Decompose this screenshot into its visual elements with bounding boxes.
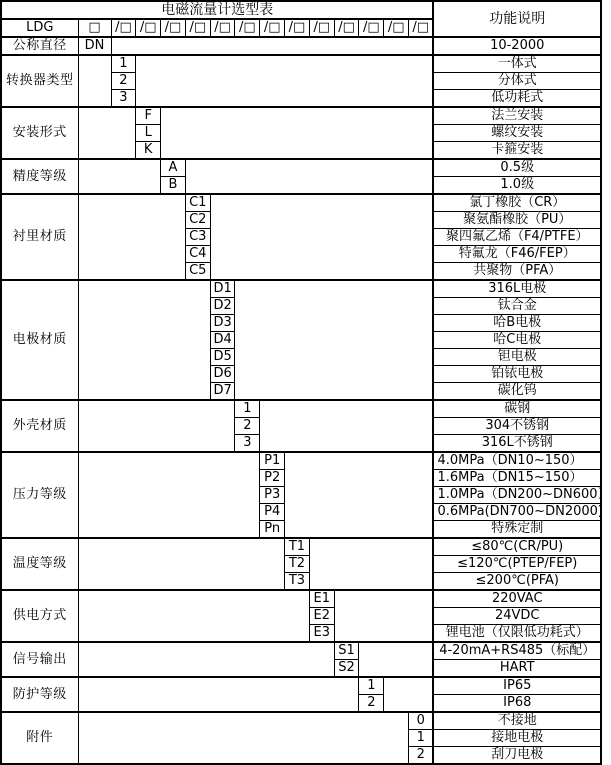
- empty-cell: [78, 590, 309, 642]
- code-cell: T3: [285, 573, 310, 591]
- desc-cell: 锂电池（仅限低功耗式）: [433, 625, 601, 643]
- desc-cell: HART: [433, 660, 601, 678]
- desc-cell: 聚四氟乙烯（F4/PTFE）: [433, 229, 601, 246]
- code-cell: E2: [309, 608, 334, 625]
- code-cell: C4: [185, 246, 210, 263]
- code-slot: /□: [185, 19, 210, 37]
- code-cell: C2: [185, 212, 210, 229]
- code-slot: /□: [111, 19, 136, 37]
- code-cell: K: [136, 142, 161, 160]
- desc-cell: 哈B电极: [433, 315, 601, 332]
- empty-cell: [78, 107, 136, 159]
- desc-cell: IP65: [433, 677, 601, 695]
- code-cell: 1: [359, 677, 384, 695]
- code-cell: 1: [111, 55, 136, 73]
- code-slot: /□: [210, 19, 235, 37]
- desc-cell: 0.6MPa(DN700~DN2000): [433, 504, 601, 521]
- label-protection-rating: 防护等级: [1, 677, 78, 712]
- desc-cell: 卡箍安装: [433, 142, 601, 160]
- code-box: □: [78, 19, 111, 37]
- label-housing-material: 外壳材质: [1, 400, 78, 452]
- empty-cell: [78, 452, 260, 538]
- desc-cell: 法兰安装: [433, 107, 601, 125]
- code-slot: /□: [161, 19, 186, 37]
- desc-cell: 220VAC: [433, 590, 601, 608]
- desc-cell: 共聚物（PFA）: [433, 263, 601, 281]
- code-cell: C5: [185, 263, 210, 281]
- empty-cell: [210, 194, 433, 280]
- desc-cell: ≤200℃(PFA): [433, 573, 601, 591]
- code-cell: 2: [235, 418, 260, 435]
- desc-cell: 氯丁橡胶（CR）: [433, 194, 601, 212]
- desc-cell: 螺纹安装: [433, 125, 601, 142]
- code-slot: /□: [309, 19, 334, 37]
- empty-cell: [136, 55, 434, 107]
- empty-cell: [161, 107, 434, 159]
- code-slot: /□: [136, 19, 161, 37]
- desc-cell: 刮刀电极: [433, 747, 601, 765]
- code-cell: T2: [285, 556, 310, 573]
- desc-cell: 钛合金: [433, 298, 601, 315]
- empty-cell: [111, 37, 433, 55]
- desc-cell: 4-20mA+RS485（标配）: [433, 642, 601, 660]
- empty-cell: [78, 538, 285, 590]
- desc-cell: 钽电极: [433, 349, 601, 366]
- empty-cell: [78, 159, 161, 194]
- code-slot: /□: [334, 19, 359, 37]
- code-cell: D1: [210, 280, 235, 298]
- code-slot: /□: [235, 19, 260, 37]
- empty-cell: [309, 538, 433, 590]
- desc-cell: IP68: [433, 695, 601, 713]
- desc-cell: 1.0级: [433, 177, 601, 195]
- code-cell: B: [161, 177, 186, 195]
- desc-cell: 碳化钨: [433, 383, 601, 401]
- code-cell: 3: [235, 435, 260, 453]
- code-slot: /□: [285, 19, 310, 37]
- code-cell: D5: [210, 349, 235, 366]
- empty-cell: [78, 194, 185, 280]
- desc-cell: 304不锈钢: [433, 418, 601, 435]
- empty-cell: [334, 590, 433, 642]
- code-cell: 2: [111, 73, 136, 90]
- code-cell: F: [136, 107, 161, 125]
- code-cell: S2: [334, 660, 359, 678]
- code-cell: E3: [309, 625, 334, 643]
- label-diameter: 公称直径: [1, 37, 78, 55]
- code-cell: P4: [260, 504, 285, 521]
- desc-cell: 聚氨酯橡胶（PU）: [433, 212, 601, 229]
- code-cell: A: [161, 159, 186, 177]
- desc-cell: ≤120℃(PTEP/FEP): [433, 556, 601, 573]
- code-cell: 1: [235, 400, 260, 418]
- empty-cell: [78, 55, 111, 107]
- code-slot: /□: [359, 19, 384, 37]
- empty-cell: [285, 452, 434, 538]
- desc-cell: 316L电极: [433, 280, 601, 298]
- label-signal-output: 信号输出: [1, 642, 78, 677]
- desc-cell: 316L不锈钢: [433, 435, 601, 453]
- desc-cell: 哈C电极: [433, 332, 601, 349]
- model-prefix: LDG: [1, 19, 78, 37]
- label-electrode-material: 电极材质: [1, 280, 78, 400]
- code-cell: S1: [334, 642, 359, 660]
- code-cell: D2: [210, 298, 235, 315]
- table-title: 电磁流量计选型表: [1, 1, 433, 19]
- desc-cell: 接地电极: [433, 730, 601, 747]
- code-cell: P2: [260, 470, 285, 487]
- desc-cell: 4.0MPa（DN10~150）: [433, 452, 601, 470]
- empty-cell: [78, 400, 235, 452]
- desc-cell: 特殊定制: [433, 521, 601, 539]
- empty-cell: [185, 159, 433, 194]
- desc-cell: 1.0MPa（DN200~DN600）: [433, 487, 601, 504]
- desc-cell: 分体式: [433, 73, 601, 90]
- desc-cell: ≤80℃(CR/PU): [433, 538, 601, 556]
- desc-cell: 低功耗式: [433, 90, 601, 108]
- code-cell: D7: [210, 383, 235, 401]
- label-temperature-rating: 温度等级: [1, 538, 78, 590]
- empty-cell: [78, 642, 334, 677]
- label-converter-type: 转换器类型: [1, 55, 78, 107]
- desc-cell: 1.6MPa（DN15~150）: [433, 470, 601, 487]
- empty-cell: [78, 280, 210, 400]
- code-cell: C1: [185, 194, 210, 212]
- code-cell: 2: [409, 747, 434, 765]
- label-pressure-rating: 压力等级: [1, 452, 78, 538]
- code-cell: E1: [309, 590, 334, 608]
- empty-cell: [384, 677, 434, 712]
- empty-cell: [235, 280, 433, 400]
- code-cell: DN: [78, 37, 111, 55]
- desc-cell: 10-2000: [433, 37, 601, 55]
- code-cell: 2: [359, 695, 384, 713]
- code-cell: 0: [409, 712, 434, 730]
- code-cell: P3: [260, 487, 285, 504]
- code-cell: Pn: [260, 521, 285, 539]
- empty-cell: [260, 400, 434, 452]
- label-accuracy: 精度等级: [1, 159, 78, 194]
- code-cell: T1: [285, 538, 310, 556]
- function-column-header: 功能说明: [433, 1, 601, 37]
- code-slot: /□: [260, 19, 285, 37]
- desc-cell: 特氟龙（F46/FEP）: [433, 246, 601, 263]
- code-cell: 3: [111, 90, 136, 108]
- label-power-supply: 供电方式: [1, 590, 78, 642]
- desc-cell: 24VDC: [433, 608, 601, 625]
- label-accessory: 附件: [1, 712, 78, 764]
- code-slot: /□: [409, 19, 434, 37]
- code-cell: 1: [409, 730, 434, 747]
- code-cell: D6: [210, 366, 235, 383]
- label-lining-material: 衬里材质: [1, 194, 78, 280]
- code-slot: /□: [384, 19, 409, 37]
- desc-cell: 0.5级: [433, 159, 601, 177]
- label-install-type: 安装形式: [1, 107, 78, 159]
- desc-cell: 一体式: [433, 55, 601, 73]
- code-cell: P1: [260, 452, 285, 470]
- empty-cell: [78, 712, 409, 764]
- desc-cell: 铂铱电极: [433, 366, 601, 383]
- empty-cell: [78, 677, 359, 712]
- empty-cell: [359, 642, 433, 677]
- desc-cell: 碳钢: [433, 400, 601, 418]
- desc-cell: 不接地: [433, 712, 601, 730]
- code-cell: D3: [210, 315, 235, 332]
- code-cell: L: [136, 125, 161, 142]
- code-cell: C3: [185, 229, 210, 246]
- code-cell: D4: [210, 332, 235, 349]
